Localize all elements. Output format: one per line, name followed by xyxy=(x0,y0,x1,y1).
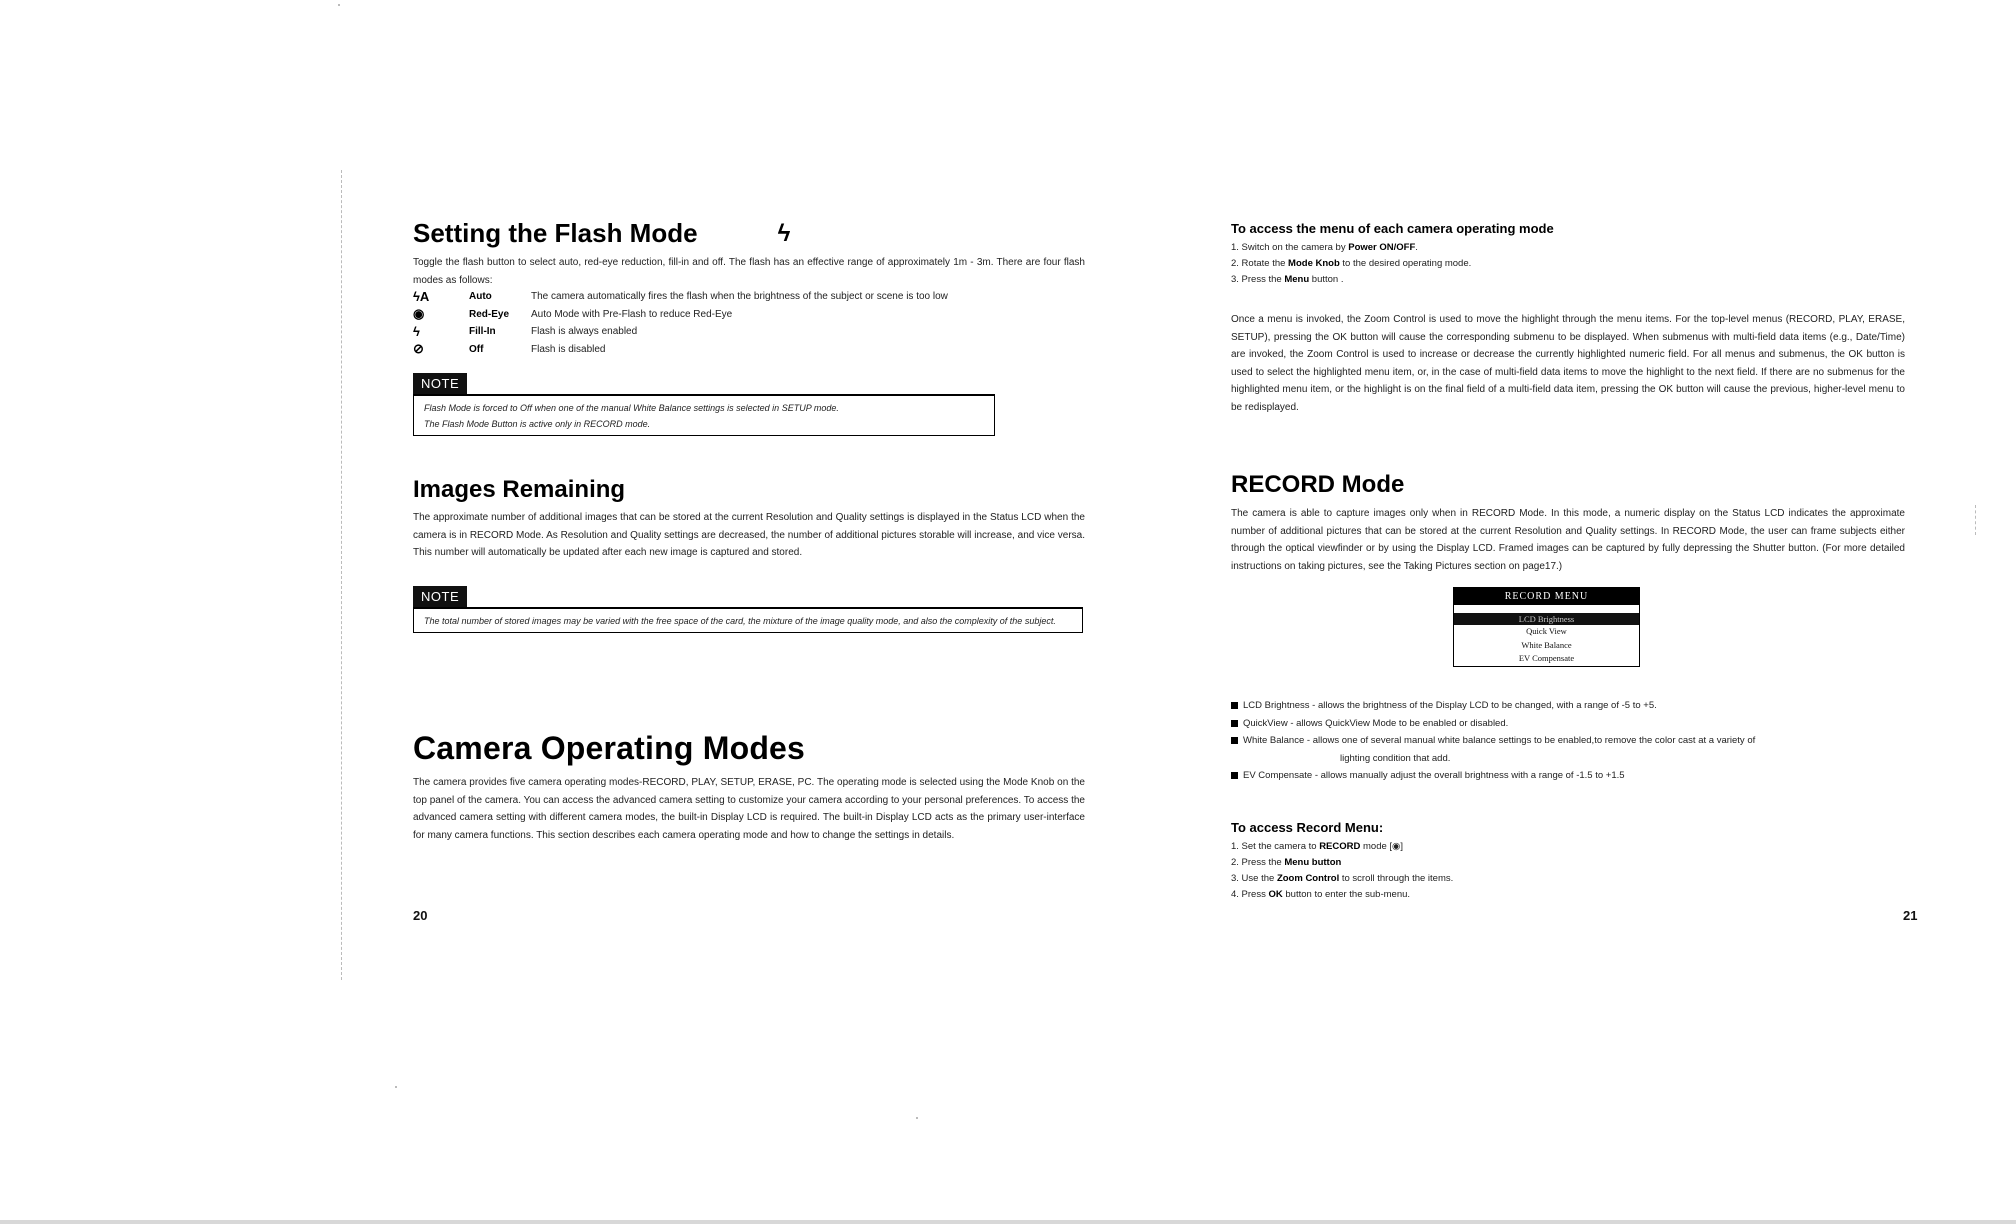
step-item: 3. Use the Zoom Control to scroll through the items. xyxy=(1231,873,1454,884)
right-guide-line xyxy=(1975,505,1976,535)
record-option: LCD Brightness - allows the brightness of the Display LCD to be changed, with a range of -5 to +5. xyxy=(1231,697,1905,715)
record-option: QuickView - allows QuickView Mode to be enabled or disabled. xyxy=(1231,715,1905,733)
step-item: 3. Press the Menu button . xyxy=(1231,274,1344,285)
record-mode-title: RECORD Mode xyxy=(1231,471,1405,498)
record-option: EV Compensate - allows manually adjust the overall brightness with a range of -1.5 to +1.5 xyxy=(1231,767,1905,785)
flash-bolt-icon: ϟ xyxy=(777,219,791,247)
flash-mode-row xyxy=(413,341,1085,359)
flash-mode-name: Auto xyxy=(469,291,492,303)
images-remaining-title: Images Remaining xyxy=(413,476,626,503)
access-record-steps xyxy=(1231,839,1905,903)
note-line: Flash Mode is forced to Off when one of the manual White Balance settings is selected in SETUP mode. xyxy=(424,403,839,413)
menu-item: Quick View xyxy=(1526,626,1567,636)
images-note xyxy=(413,586,1056,633)
step-item: 1. Switch on the camera by Power ON/OFF. xyxy=(1231,242,1418,253)
camera-modes-title: Camera Operating Modes xyxy=(413,730,806,766)
menu-item: White Balance xyxy=(1521,639,1572,650)
note-box xyxy=(413,394,995,436)
scan-speck xyxy=(916,1117,918,1119)
flash-mode-row xyxy=(413,306,1085,324)
flash-mode-title: Setting the Flash Mode xyxy=(413,218,698,248)
access-record-title: To access Record Menu: xyxy=(1231,820,1384,835)
access-record-section xyxy=(1231,820,1905,903)
note-label: NOTE xyxy=(413,373,467,394)
record-menu-illustration xyxy=(1453,587,1640,667)
page-number-right: 21 xyxy=(1903,908,1918,923)
scan-speck xyxy=(395,1086,397,1088)
record-menu-title: RECORD MENU xyxy=(1454,588,1639,605)
access-menu-title: To access the menu of each camera operating mode xyxy=(1231,221,1554,236)
scan-speck xyxy=(338,4,340,6)
note-line: The Flash Mode Button is active only in RECORD mode. xyxy=(424,419,651,429)
flash-mode-row xyxy=(413,288,1085,306)
access-menu-steps xyxy=(1231,240,1905,288)
flash-note xyxy=(413,373,995,436)
record-mode-body: The camera is able to capture images only when in RECORD Mode. In this mode, a numeric display on the Status LCD indicates the approximate number of additional pictures that can be stored at the current Resolution and Quality settings. In RECORD Mode, the user can frame subjects either through the optical viewfinder or by using the Display LCD. Framed images can be captured by fully depressing the Shutter button. (For more detailed instructions on taking pictures, see the Taking Pictures section on page17.) xyxy=(1231,508,1905,572)
flash-fill-icon: ϟ xyxy=(413,324,420,340)
flash-intro: Toggle the flash button to select auto, red-eye reduction, fill-in and off. The flash has an effective range of approximately 1m - 3m. There are four flash modes as follows: xyxy=(413,257,1085,286)
step-item: 4. Press OK button to enter the sub-menu. xyxy=(1231,889,1411,900)
flash-modes-list xyxy=(413,288,1085,358)
menu-item: EV Compensate xyxy=(1518,653,1575,663)
step-item: 1. Set the camera to RECORD mode [◉] xyxy=(1231,841,1403,852)
flash-mode-name: Off xyxy=(469,343,484,355)
flash-mode-name: Red-Eye xyxy=(469,308,510,320)
menu-highlighted-item: LCD Brightness xyxy=(1454,613,1639,625)
flash-auto-icon: ϟA xyxy=(413,289,430,305)
flash-mode-row xyxy=(413,323,1085,341)
flash-mode-desc: Auto Mode with Pre-Flash to reduce Red-Eye xyxy=(531,308,733,320)
flash-mode-heading xyxy=(413,218,790,249)
record-option-continuation: lighting condition that add. xyxy=(1340,752,1451,764)
binding-guide-line xyxy=(341,170,342,980)
flash-off-icon: ⊘ xyxy=(413,341,424,357)
flash-mode-desc: Flash is always enabled xyxy=(531,326,638,338)
menu-gap xyxy=(1454,605,1639,613)
note-line: The total number of stored images may be varied with the free space of the card, the mixture of the image quality mode, and also the complexity of the subject. xyxy=(424,616,1056,626)
page-number-left: 20 xyxy=(413,908,428,923)
camera-modes-body: The camera provides five camera operating modes-RECORD, PLAY, SETUP, ERASE, PC. The operating mode is selected using the Mode Knob on the top panel of the camera. You can access the advanced camera setting to customize your camera according to your personal preferences. To access the advanced camera setting with different camera modes, the built-in Display LCD is required. The built-in Display LCD acts as the primary user-interface for many camera functions. This section describes each camera operating mode and how to change the settings in details. xyxy=(413,777,1085,841)
step-item: 2. Rotate the Mode Knob to the desired operating mode. xyxy=(1231,258,1472,269)
flash-mode-desc: The camera automatically fires the flash when the brightness of the subject or scene is too low xyxy=(531,291,948,303)
bottom-strip xyxy=(0,1220,2016,1224)
images-remaining-body: The approximate number of additional images that can be stored at the current Resolution and Quality settings is displayed in the Status LCD when the camera is in RECORD Mode. As Resolution and Quality settings are decreased, the number of additional pictures storable will increase, and vice versa. This number will automatically be updated after each new image is captured and stored. xyxy=(413,512,1085,558)
record-option: White Balance - allows one of several manual white balance settings to be enabled,to remove the color cast at a variety of xyxy=(1231,732,1905,750)
flash-mode-name: Fill-In xyxy=(469,326,496,338)
red-eye-icon: ◉ xyxy=(413,306,425,322)
step-item: 2. Press the Menu button xyxy=(1231,857,1342,868)
access-menu-section xyxy=(1231,221,1905,288)
flash-mode-desc: Flash is disabled xyxy=(531,343,606,355)
record-options-list xyxy=(1231,697,1905,785)
menu-navigation-paragraph: Once a menu is invoked, the Zoom Control is used to move the highlight through the menu items. For the top-level menus (RECORD, PLAY, ERASE, SETUP), pressing the OK button will cause the corresponding submenu to be displayed. When submenus with multi-field data items (e.g., Date/Time) are invoked, the Zoom Control is used to increase or decrease the currently highlighted numeric field. For all menus and submenus, the OK button is used to select the highlighted menu item, or, in the case of multi-field data items to move the highlight to the next field. If there are no submenus for the highlighted menu item, or the highlight is on the final field of a multi-field data item, pressing the OK button will cause the previous, higher-level menu to be redisplayed. xyxy=(1231,314,1905,413)
note-label: NOTE xyxy=(413,586,467,607)
note-box xyxy=(413,607,1083,633)
